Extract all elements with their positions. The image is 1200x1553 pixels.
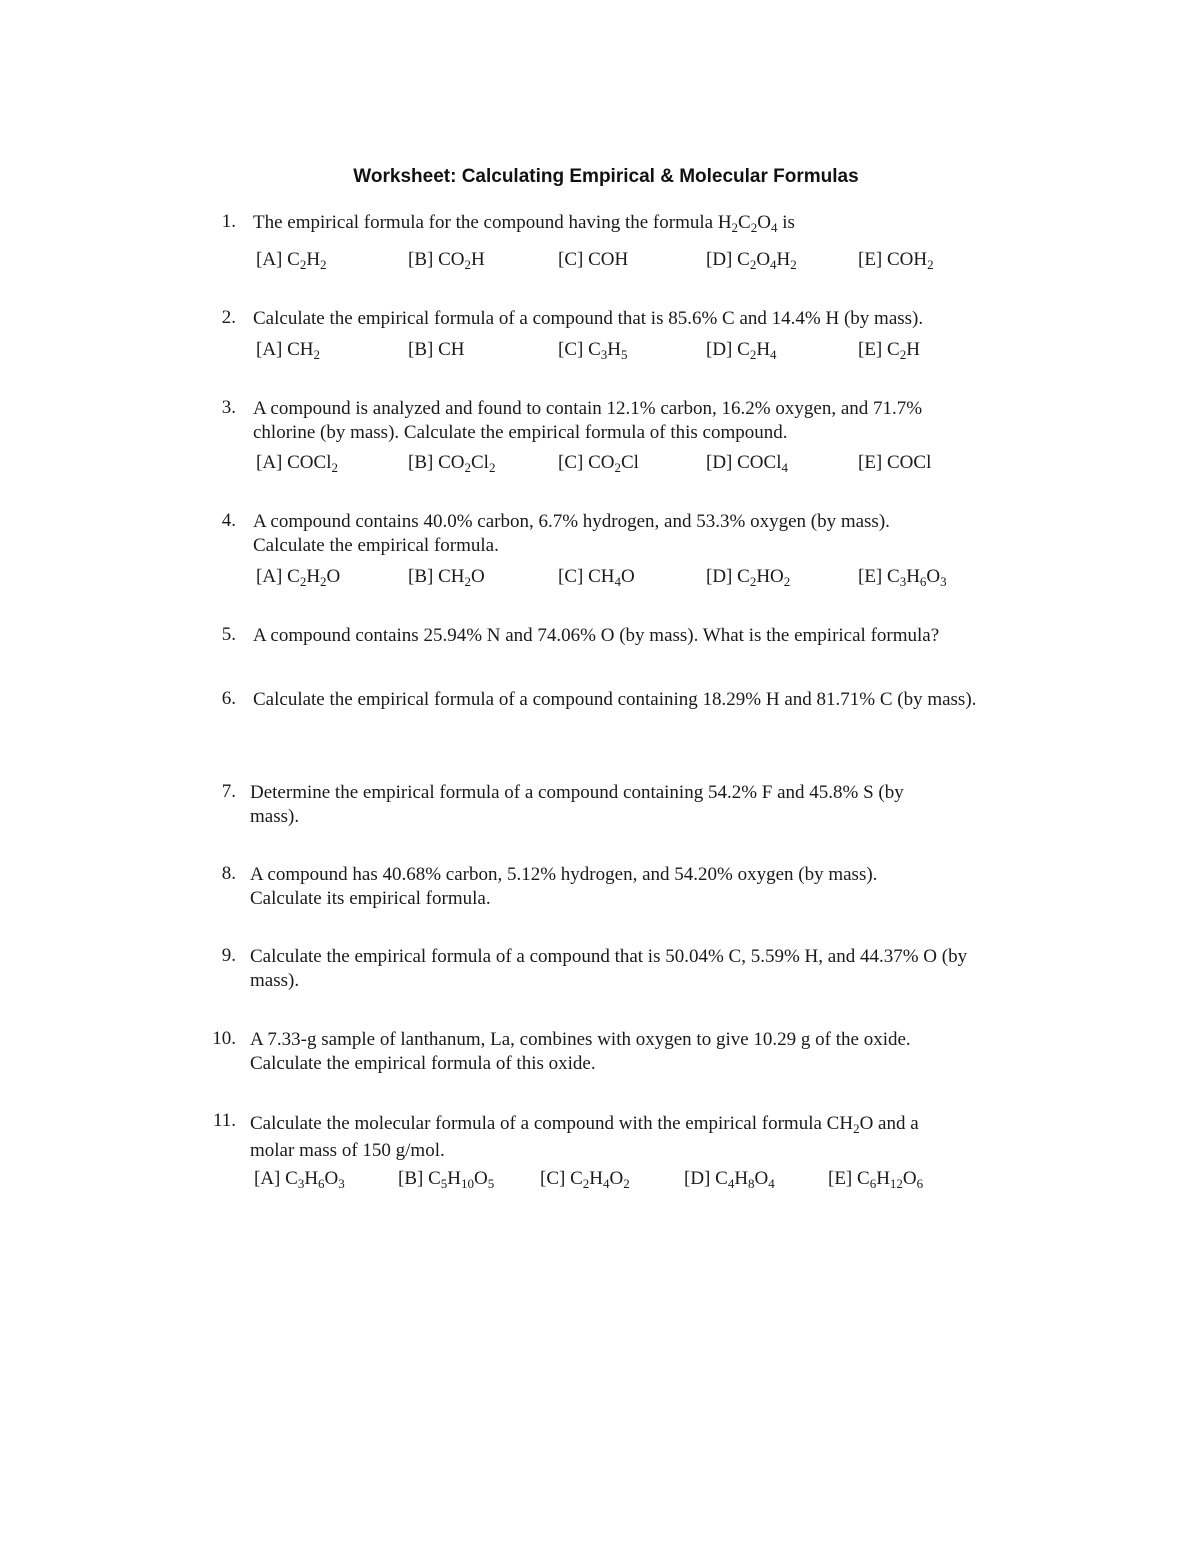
question-text: A compound contains 40.0% carbon, 6.7% hydrogen, and 53.3% oxygen (by mass). Calculate the empirical formula.: [253, 511, 890, 556]
question-number: 8.: [221, 863, 236, 884]
option-a: [A] $C_2H_2O$: [256, 566, 341, 589]
option-c: [C] $C_3H_5$: [558, 339, 628, 362]
option-c: [C] $C_2H_4O_2$: [540, 1168, 630, 1191]
question-number: 5.: [221, 624, 236, 645]
option-a: [A] $CH_2$: [256, 339, 321, 362]
question-number: 7.: [221, 781, 236, 802]
question-text: A 7.33-g sample of lanthanum, La, combines with oxygen to give 10.29 g of the oxide. Calculate the empirical formula of this oxide.: [250, 1029, 911, 1074]
question-text: A compound contains 25.94% N and 74.06% O (by mass). What is the empirical formula?: [253, 625, 940, 646]
option-d: [D] $C_4H_8O_4$: [684, 1168, 775, 1191]
option-e: [E] $COH_2$: [858, 249, 934, 272]
option-a: [A] $C_3H_6O_3$: [254, 1168, 345, 1191]
option-b: [B] $CH_2O$: [408, 566, 485, 589]
worksheet-title: Worksheet: Calculating Empirical & Molecular Formulas: [353, 166, 859, 187]
question-number: 10.: [212, 1028, 236, 1049]
question-text: Calculate the molecular formula of a compound with the empirical formula $CH_2O$ and a molar mass of 150 g/mol.: [250, 1113, 919, 1161]
option-a: [A] COCl$_2$: [256, 452, 338, 475]
option-a: [A] $C_2H_2$: [256, 249, 327, 272]
option-e: [E] $C_3H_6O_3$: [858, 566, 947, 589]
option-b: [B] $CO_2H$: [408, 249, 485, 272]
question-number: 1.: [221, 211, 236, 232]
question-text: Calculate the empirical formula of a compound containing 18.29% H and 81.71% C (by mass).: [253, 689, 977, 710]
question-number: 9.: [221, 945, 236, 966]
question-text: A compound is analyzed and found to contain 12.1% carbon, 16.2% oxygen, and 71.7% chlorine (by mass). Calculate the empirical formula of this compound.: [253, 398, 923, 443]
question-text: Determine the empirical formula of a compound containing 54.2% F and 45.8% S (by mass).: [250, 782, 904, 827]
question-text: Calculate the empirical formula of a compound that is 85.6% C and 14.4% H (by mass).: [253, 308, 924, 329]
option-d: [D] $C_2H_4$: [706, 339, 777, 362]
option-d: [D] COCl$_4$: [706, 452, 788, 475]
option-b: [B] $C_5H_{10}O_5$: [398, 1168, 495, 1191]
option-b: [B] $CO_2Cl_2$: [408, 452, 496, 475]
question-text: The empirical formula for the compound having the formula $H_2C_2O_4$ is: [253, 212, 795, 235]
question-number: 4.: [221, 510, 236, 531]
option-b: [B] CH: [408, 339, 465, 360]
option-e: [E] $C_6H_{12}O_6$: [828, 1168, 924, 1191]
option-c: [C] $CH_4O$: [558, 566, 635, 589]
question-number: 11.: [212, 1110, 236, 1131]
option-c: [C] COH: [558, 249, 629, 270]
question-number: 6.: [221, 688, 236, 709]
question-number: 2.: [221, 307, 236, 328]
option-e: [E] COCl: [858, 452, 932, 473]
question-text: A compound has 40.68% carbon, 5.12% hydrogen, and 54.20% oxygen (by mass). Calculate its empirical formula.: [250, 864, 878, 909]
option-e: [E] $C_2H$: [858, 339, 920, 362]
option-d: [D] $C_2O_4H_2$: [706, 249, 797, 272]
question-number: 3.: [221, 397, 236, 418]
option-d: [D] $C_2HO_2$: [706, 566, 791, 589]
option-c: [C] $CO_2Cl$: [558, 452, 639, 475]
question-text: Calculate the empirical formula of a compound that is 50.04% C, 5.59% H, and 44.37% O (by mass).: [250, 946, 968, 991]
